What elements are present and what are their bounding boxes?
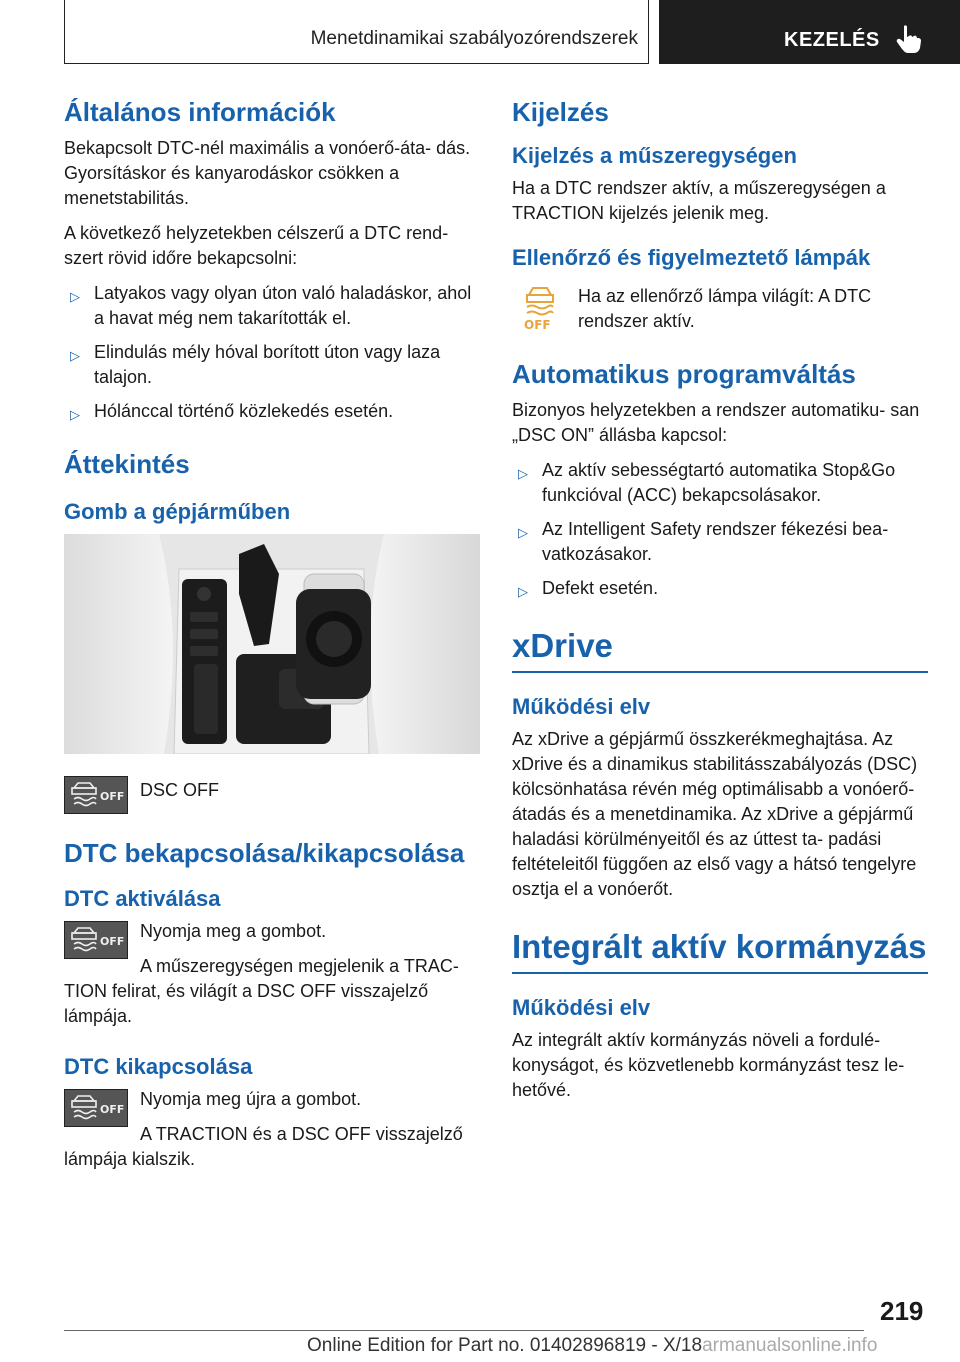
display-instrument-paragraph: Ha a DTC rendszer aktív, a műszeregységen a TRACTION kijelzés jelenik meg. — [512, 178, 886, 223]
dtc-activate-block — [64, 919, 480, 1039]
dsc-off-icon — [64, 776, 128, 819]
triangle-bullet-icon: ▷ — [70, 407, 80, 422]
general-paragraph-1: Bekapcsolt DTC-nél maximális a vonóerő-áta- dás. Gyorsításkor és kanyarodáskor csökken a menetstabilitás. — [64, 138, 471, 208]
triangle-bullet-icon: ▷ — [518, 584, 528, 599]
svg-text:OFF: OFF — [100, 935, 125, 948]
steering-paragraph: Az integrált aktív kormányzás növeli a fordulé- konyságot, és közvetlenebb kormányzást tesz le- hetővé. — [512, 1030, 905, 1100]
xdrive-rule — [512, 671, 928, 673]
triangle-bullet-icon: ▷ — [70, 348, 80, 363]
svg-text:OFF: OFF — [100, 1103, 125, 1116]
xdrive-heading: xDrive — [512, 627, 613, 664]
xdrive-subheading: Működési elv — [512, 694, 651, 719]
dsc-off-icon — [64, 921, 128, 964]
dtc-deactivate-heading: DTC kikapcsolása — [64, 1054, 253, 1079]
footer-rule — [64, 1330, 864, 1331]
triangle-bullet-icon: ▷ — [70, 289, 80, 304]
general-bullet-list — [64, 281, 480, 424]
auto-program-heading: Automatikus programváltás — [512, 359, 856, 389]
edition-text: Online Edition for Part no. 01402896819 - X/18 — [307, 1335, 703, 1356]
triangle-bullet-icon: ▷ — [518, 525, 528, 540]
general-heading: Általános információk — [64, 97, 336, 127]
list-item: ▷ Hólánccal történő közlekedés esetén. — [64, 399, 480, 424]
chapter-label: KEZELÉS — [784, 29, 880, 51]
overview-heading: Áttekintés — [64, 449, 190, 479]
list-item: ▷ Latyakos vagy olyan úton való haladáskor, ahol a havat még nem takarították el. — [70, 283, 472, 328]
general-paragraph-2: A következő helyzetekben célszerű a DTC rend- szert rövid időre bekapcsolni: — [64, 223, 449, 268]
footer-text — [307, 1335, 877, 1357]
dtc-heading: DTC bekapcsolása/kikapcsolása — [64, 838, 465, 868]
dsc-off-button-row — [64, 774, 480, 823]
section-title: Menetdinamikai szabályozórendszerek — [310, 28, 638, 49]
list-item: ▷ Defekt esetén. — [512, 576, 928, 601]
dtc-activate-paragraph-2: A műszeregységen megjelenik a TRAC- TION felirat, és világít a DSC OFF visszajelző lámpája. — [64, 956, 459, 1026]
dtc-activate-paragraph-1: Nyomja meg a gombot. — [140, 921, 327, 941]
triangle-bullet-icon: ▷ — [518, 466, 528, 481]
steering-subheading: Működési elv — [512, 995, 651, 1020]
right-column — [512, 96, 928, 1113]
warning-lamp-row — [512, 278, 928, 344]
dsc-off-icon — [64, 1089, 128, 1132]
auto-program-paragraph: Bizonyos helyzetekben a rendszer automatiku- san „DSC ON” állásba kapcsol: — [512, 400, 920, 445]
center-console-photo — [64, 534, 480, 754]
left-column — [64, 96, 480, 1182]
svg-text:OFF: OFF — [524, 318, 551, 332]
svg-text:OFF: OFF — [100, 790, 125, 803]
list-item: ▷ Elindulás mély hóval borított úton vagy laza talajon. — [70, 342, 441, 387]
dtc-activate-heading: DTC aktiválása — [64, 886, 221, 911]
dtc-deactivate-block — [64, 1087, 480, 1182]
dtc-deactivate-paragraph-2: A TRACTION és a DSC OFF visszajelző lámpája kialszik. — [64, 1124, 463, 1169]
warning-lamp-text: Ha az ellenőrző lámpa világít: A DTC rendszer aktív. — [578, 286, 872, 331]
xdrive-paragraph: Az xDrive a gépjármű összkerékmeghajtása. Az xDrive és a dinamikus stabilitásszabályozás (DSC) kölcsönhatása révén még optimálisabb a vonóerő-átadás és a menetdinamika. Az xDrive a gépjármű haladási körülményeitől és az úttest ta- padási feltételeitől függően az első vagy a hátsó tengelyre osztja el a vonóerőt. — [512, 729, 918, 899]
dtc-deactivate-paragraph-1: Nyomja meg újra a gombot. — [140, 1089, 362, 1109]
steering-rule — [512, 972, 928, 974]
auto-program-bullet-list — [512, 458, 928, 601]
hand-pointer-icon — [896, 24, 922, 59]
dsc-off-warning-lamp-icon — [522, 284, 558, 337]
page-number: 219 — [880, 1296, 924, 1326]
display-subheading-lamps: Ellenőrző és figyelmeztető lámpák — [512, 245, 871, 270]
dsc-off-caption: DSC OFF — [140, 780, 219, 800]
display-subheading-instrument: Kijelzés a műszeregységen — [512, 143, 797, 168]
display-heading: Kijelzés — [512, 97, 609, 127]
list-item: ▷ Az Intelligent Safety rendszer fékezési bea- vatkozásakor. — [518, 519, 889, 564]
steering-heading: Integrált aktív kormányzás — [512, 928, 927, 965]
list-item: ▷ Az aktív sebességtartó automatika Stop&Go funkcióval (ACC) bekapcsolásakor. — [518, 460, 896, 505]
overview-subheading: Gomb a gépjárműben — [64, 499, 291, 524]
watermark-text: armanualsonline.info — [702, 1335, 878, 1356]
chapter-tab — [659, 0, 960, 64]
header-section-box — [64, 0, 649, 64]
